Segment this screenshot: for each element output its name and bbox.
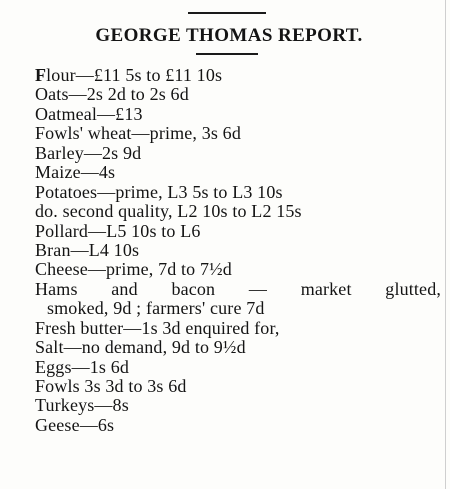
price-line: do. second quality, L2 10s to L2 15s bbox=[35, 201, 302, 222]
column-edge bbox=[445, 0, 446, 489]
price-list bbox=[35, 66, 445, 435]
price-line: Pollard—L5 10s to L6 bbox=[35, 220, 201, 241]
price-line: smoked, 9d ; farmers' cure 7d bbox=[47, 298, 265, 319]
price-line: Turkeys—8s bbox=[35, 395, 129, 416]
price-line: Fowls' wheat—prime, 3s 6d bbox=[35, 123, 241, 144]
price-line: Geese—6s bbox=[35, 414, 115, 435]
top-rule bbox=[188, 12, 266, 14]
price-line: Maize—4s bbox=[35, 162, 116, 183]
price-line: Fresh butter—1s 3d enquired for, bbox=[35, 317, 280, 338]
heading-rule bbox=[196, 53, 258, 55]
price-line: Cheese—prime, 7d to 7½d bbox=[35, 259, 232, 280]
price-line: Barley—2s 9d bbox=[35, 142, 142, 163]
price-line: Oats—2s 2d to 2s 6d bbox=[35, 84, 189, 105]
price-line: Fowls 3s 3d to 3s 6d bbox=[35, 376, 187, 396]
price-line: Hams and bacon — market glutted, bbox=[35, 278, 441, 299]
price-line: Eggs—1s 6d bbox=[35, 356, 130, 377]
price-line: Oatmeal—£13 bbox=[35, 103, 143, 124]
price-line: Salt—no demand, 9d to 9½d bbox=[35, 337, 246, 358]
report-heading: GEORGE THOMAS REPORT. bbox=[95, 25, 363, 46]
price-line: Flour—£11 5s to £11 10s bbox=[35, 65, 223, 85]
price-line: Potatoes—prime, L3 5s to L3 10s bbox=[35, 181, 283, 202]
price-line: Bran—L4 10s bbox=[35, 239, 140, 260]
